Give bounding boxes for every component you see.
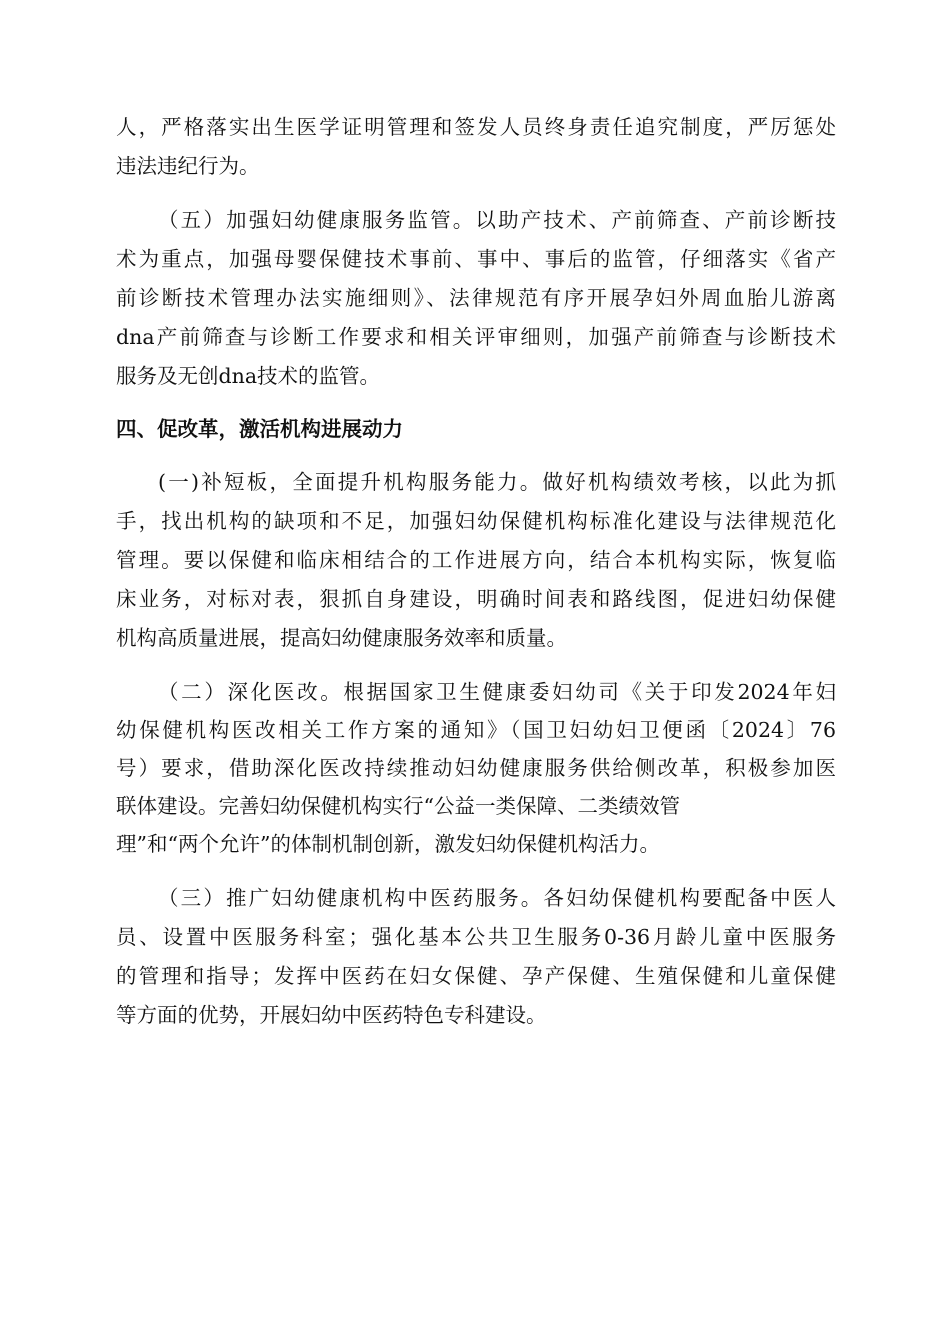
paragraph-line: 员、设置中医服务科室；强化基本公共卫生服务0-36月龄儿童中医服务 — [116, 925, 836, 949]
section-heading: 四、促改革，激活机构进展动力 — [116, 417, 403, 441]
paragraph-line: 的管理和指导；发挥中医药在妇女保健、孕产保健、生殖保健和儿童保健 — [116, 964, 836, 988]
paragraph-line: 床业务，对标对表，狠抓自身建设，明确时间表和路线图，促进妇幼保健 — [116, 587, 836, 611]
paragraph-line: dna产前筛查与诊断工作要求和相关评审细则，加强产前筛查与诊断技术 — [116, 325, 836, 349]
paragraph-line: (一)补短板，全面提升机构服务能力。做好机构绩效考核，以此为抓 — [158, 470, 836, 494]
paragraph-line: （二）深化医改。根据国家卫生健康委妇幼司《关于印发2024年妇 — [158, 680, 836, 704]
paragraph-line: 术为重点，加强母婴保健技术事前、事中、事后的监管，仔细落实《省产 — [116, 247, 836, 271]
paragraph-line: 幼保健机构医改相关工作方案的通知》（国卫妇幼妇卫便函〔2024〕76 — [116, 718, 836, 742]
paragraph-line: 理”和“两个允许”的体制机制创新，激发妇幼保健机构活力。 — [116, 832, 660, 856]
paragraph-line: （三）推广妇幼健康机构中医药服务。各妇幼保健机构要配备中医人 — [158, 886, 836, 910]
paragraph-line: 管理。要以保健和临床相结合的工作进展方向，结合本机构实际，恢复临 — [116, 548, 836, 572]
paragraph-line: （五）加强妇幼健康服务监管。以助产技术、产前筛查、产前诊断技 — [158, 208, 836, 232]
paragraph-line: 前诊断技术管理办法实施细则》、法律规范有序开展孕妇外周血胎儿游离 — [116, 286, 836, 310]
paragraph-line: 服务及无创dna技术的监管。 — [116, 364, 381, 388]
paragraph-line: 等方面的优势，开展妇幼中医药特色专科建设。 — [116, 1003, 547, 1027]
paragraph-line: 手，找出机构的缺项和不足，加强妇幼保健机构标准化建设与法律规范化 — [116, 509, 836, 533]
paragraph-line: 人，严格落实出生医学证明管理和签发人员终身责任追究制度，严厉惩处 — [116, 115, 836, 139]
paragraph-line: 机构高质量进展，提高妇幼健康服务效率和质量。 — [116, 626, 567, 650]
paragraph-line: 联体建设。完善妇幼保健机构实行“公益一类保障、二类绩效管 — [116, 794, 680, 818]
paragraph-line: 号）要求，借助深化医改持续推动妇幼健康服务供给侧改革，积极参加医 — [116, 756, 836, 780]
paragraph-line: 违法违纪行为。 — [116, 154, 260, 178]
